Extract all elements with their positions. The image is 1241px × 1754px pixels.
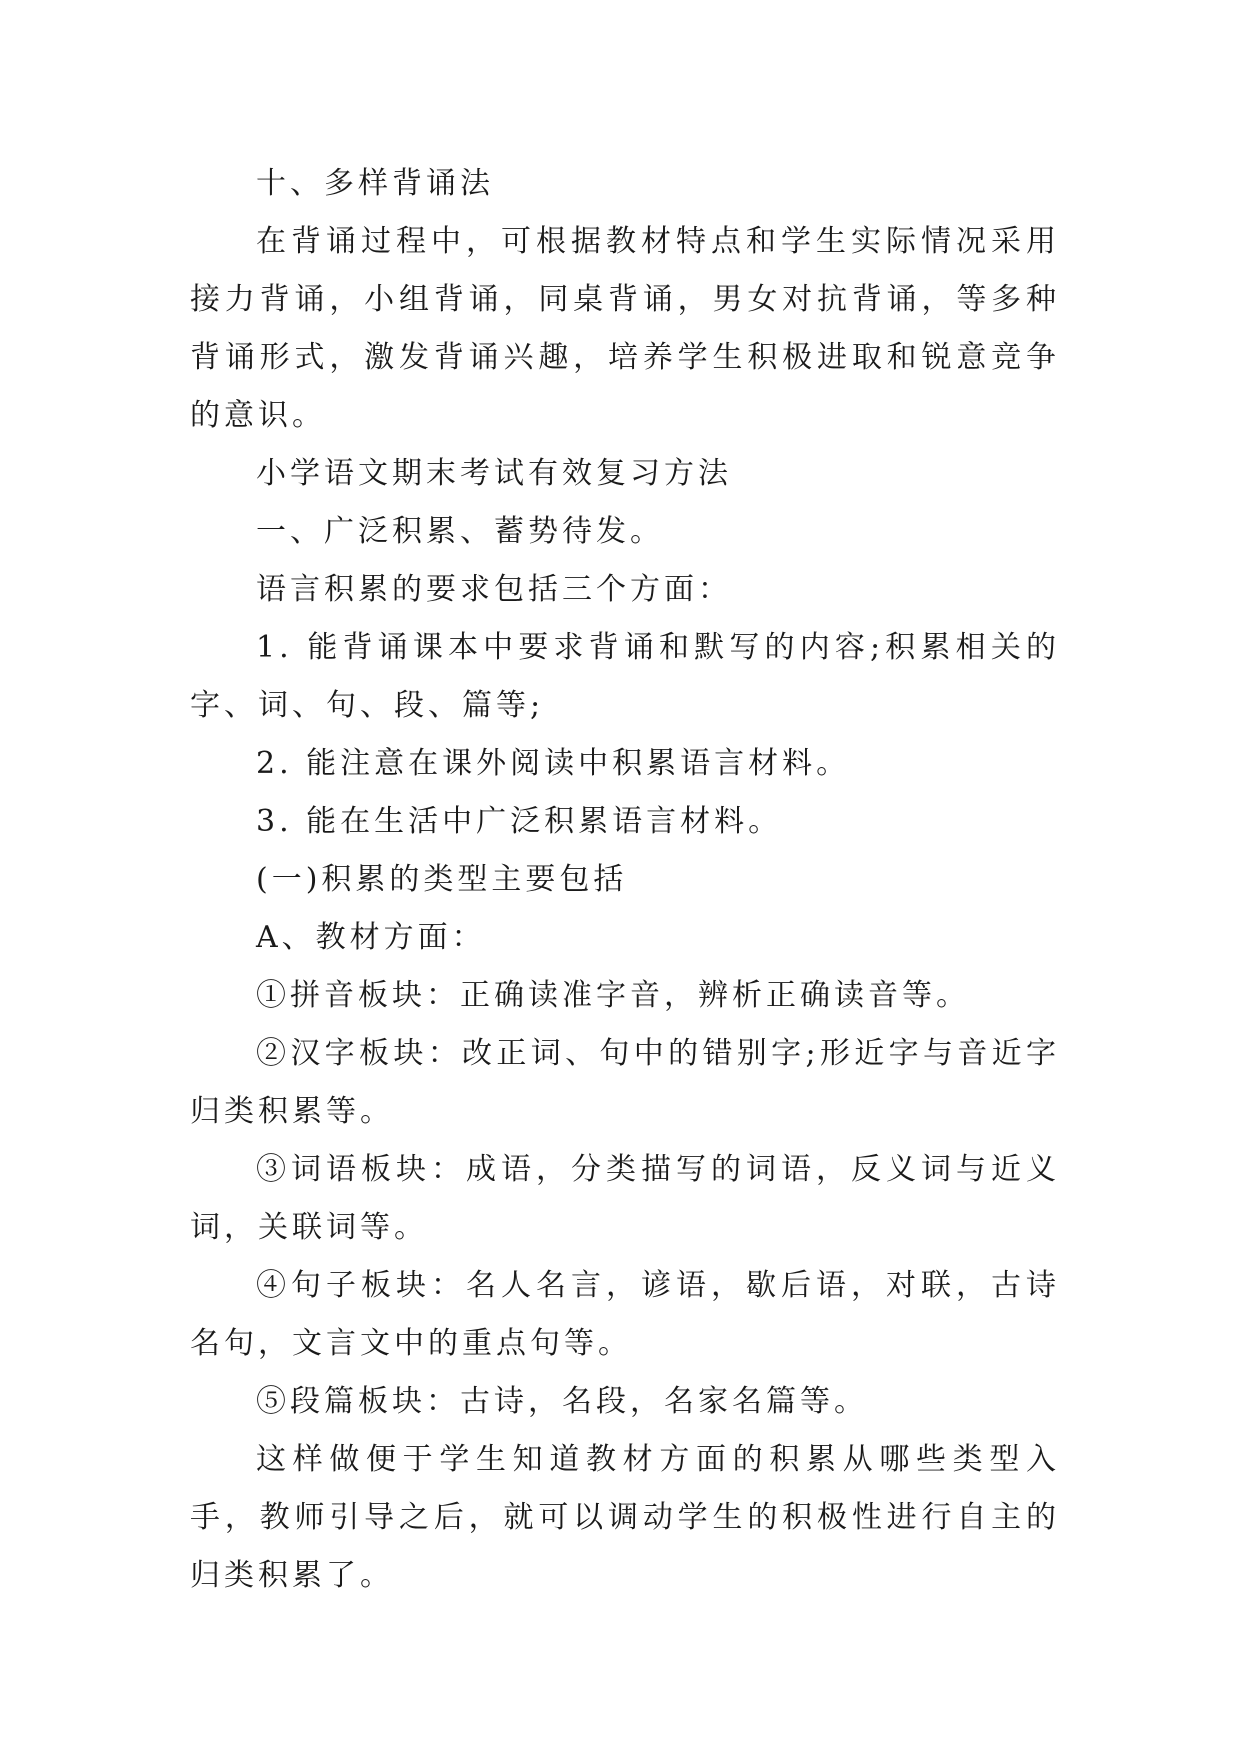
section-heading-accumulation: 一、广泛积累、蓄势待发。 [256,514,664,549]
subheading-textbook: A、教材方面： [256,920,486,955]
list-item-characters: ②汉字板块：改正词、句中的错别字;形近字与音近字归类积累等。 [190,1036,1060,1129]
document-body [190,155,1060,1605]
list-item-sentences: ④句子板块：名人名言，谚语，歇后语，对联，古诗名句，文言文中的重点句等。 [190,1268,1060,1361]
section-heading-recitation: 十、多样背诵法 [256,166,494,201]
list-item-pinyin: ①拼音板块：正确读准字音，辨析正确读音等。 [256,978,970,1013]
section-title-review-methods: 小学语文期末考试有效复习方法 [256,456,732,491]
list-item-requirement-1: 1. 能背诵课本中要求背诵和默写的内容;积累相关的字、词、句、段、篇等; [190,630,1060,723]
paragraph-requirements-intro: 语言积累的要求包括三个方面： [256,572,732,607]
paragraph-conclusion: 这样做便于学生知道教材方面的积累从哪些类型入手，教师引导之后，就可以调动学生的积极性进行自主的归类积累了。 [190,1442,1060,1593]
subheading-accumulation-types: (一)积累的类型主要包括 [256,862,628,897]
list-item-requirement-2: 2. 能注意在课外阅读中积累语言材料。 [256,746,851,781]
list-item-words: ③词语板块：成语，分类描写的词语，反义词与近义词，关联词等。 [190,1152,1060,1245]
list-item-passages: ⑤段篇板块：古诗，名段，名家名篇等。 [256,1384,868,1419]
list-item-requirement-3: 3. 能在生活中广泛积累语言材料。 [256,804,783,839]
paragraph-recitation-methods: 在背诵过程中，可根据教材特点和学生实际情况采用接力背诵，小组背诵，同桌背诵，男女对抗背诵，等多种背诵形式，激发背诵兴趣，培养学生积极进取和锐意竞争的意识。 [190,224,1060,433]
